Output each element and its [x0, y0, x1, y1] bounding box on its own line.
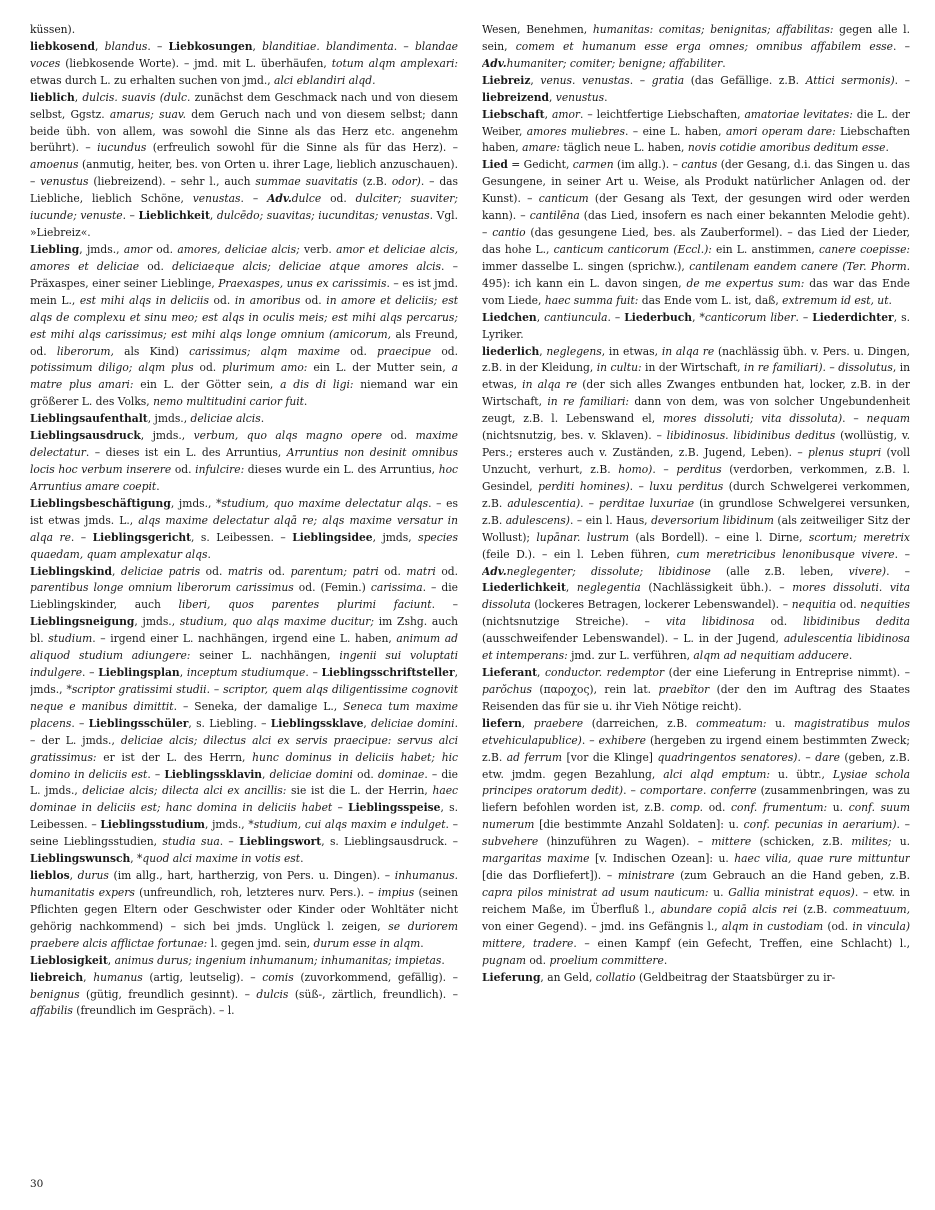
- dictionary-entry: Liedchen, cantiuncula. – Liederbuch, *canticorum liber. – Liederdichter, s. Lyriker.: [482, 310, 910, 341]
- dictionary-entry: Lieblingskind, deliciae patris od. matris od. parentum; patri od. matri od. parentibus longe omnium liberorum carissimus od. (Femin.) carissima. – die Lieblingskinder, auch liberi, quos parentes plurimi faciunt. – Lieblingsneigung, jmds., studium, quo alqs maxime ducitur; im Zshg. auch bl. studium. – irgend einer L. nachhängen, irgend eine L. haben, animum ad aliquod studium adiungere: seiner L. nachhängen, ingenii sui voluptati indulgere. – Lieblingsplan, inceptum studiumque. – Lieblingsschriftsteller, jmds., *scriptor gratissimi studii. – scriptor, quem alqs diligentissime cognovit neque e manibus dimittit. – Seneka, der damalige L., Seneca tum maxime placens. – Lieblingsschüler, s. Liebling. – Lieblingssklave, deliciae domini. – der L. jmds., deliciae alcis; dilectus alci ex servis praecipue: servus alci gratissimus: er ist der L. des Herrn, hunc dominus in deliciis habet; hic domino in deliciis est. – Lieblingssklavin, deliciae domini od. dominae. – die L. jmds., deliciae alcis; dilecta alci ex ancillis: sie ist die L. der Herrin, haec dominae in deliciis est; hanc domina in deliciis habet – Lieblingsspeise, s. Leibessen. – Lieblingsstudium, jmds., *studium, cui alqs maxim e indulget. – seine Lieblingsstudien, studia sua. – Lieblingswort, s. Lieblingsausdruck. – Lieblingswunsch, *quod alci maxime in votis est.: [30, 564, 458, 866]
- dictionary-entry: liederlich, neglegens, in etwas, in alqa re (nachlässig übh. v. Pers. u. Dingen, z.B. in der Kleidung, in cultu: in der Wirtschaft, in re familiari). – dissolutus, in etwas, in alqa re (der sich alles Zwanges entbunden hat, locker, z.B. in der Wirtschaft, in re familiari: dann von dem, was von solcher Ungebundenheit zeugt, z.B. l. Lebenswand el, mores dissoluti; vita dissoluta). – nequam (nichtsnutzig, bes. v. Sklaven). – libidinosus. libidinibus deditus (wollüstig, v. Pers.; ersteres auch v. Zuständen, z.B. Jugend, Leben). – plenus stupri (voll Unzucht, verhurt, z.B. homo). – perditus (verdorben, verkommen, z.B. l. Gesindel, perditi homines). – luxu perditus (durch Schwelgerei verkommen, z.B. adulescentia). – perditae luxuriae (in grundlose Schwelgerei versunken, z.B. adulescens). – ein l. Haus, deversorium libidinum (als zeitweiliger Sitz der Wollust); lupānar. lustrum (als Bordell). – eine l. Dirne, scortum; meretrix (feile D.). – ein l. Leben führen, cum meretricibus lenonibusque vivere. – Adv.neglegenter; dissolute; libidinose (alle z.B. leben, vivere). – Liederlichkeit, neglegentia (Nachlässigkeit übh.). – mores dissoluti. vita dissoluta (lockeres Betragen, lockerer Lebenswandel). – nequitia od. nequities (nichtsnutzige Streiche). – vita libidinosa od. libidinibus dedita (ausschweifender Lebenswandel). – L. in der Jugend, adulescentia libidinosa et intemperans: jmd. zur L. verführen, alqm ad nequitiam adducere.: [482, 344, 910, 663]
- right-column: [482, 22, 910, 1187]
- dictionary-page: [30, 22, 910, 1187]
- dictionary-entry: Liebreiz, venus. venustas. – gratia (das Gefällige. z.B. Attici sermonis). – liebreizend, venustus.: [482, 73, 910, 104]
- dictionary-entry: Lieferung, an Geld, collatio (Geldbeitrag der Staatsbürger zu ir-: [482, 970, 836, 984]
- dictionary-entry: Lieblingsausdruck, jmds., verbum, quo alqs magno opere od. maxime delectatur. – dieses ist ein L. des Arruntius, Arruntius non desinit omnibus locis hoc verbum inserere od. infulcire: dieses wurde ein L. des Arruntius, hoc Arruntius amare coepit.: [30, 429, 458, 493]
- dictionary-entry: Liebling, jmds., amor od. amores, deliciae alcis; verb. amor et deliciae alcis, amores et deliciae od. deliciaeque alcis; deliciae atque amores alcis. – Präxaspes, einer seiner Lieblinge, Praexaspes, unus ex carissimis. – es ist jmd. mein L., est mihi alqs in deliciis od. in amoribus od. in amore et deliciis; est alqs de complexu et sinu meo; est alqs in oculis meis; est mihi alqs percarus; est mihi alqs carissimus; est mihi alqs longe omnium (amicorum, als Freund, od. liberorum, als Kind) carissimus; alqm maxime od. praecipue od. potissimum diligo; alqm plus od. plurimum amo: ein L. der Mutter sein, a matre plus amari: ein L. der Götter sein, a dis di ligi: niemand war ein größerer L. des Volks, nemo multitudini carior fuit.: [30, 242, 458, 409]
- dictionary-entry: liefern, praebere (darreichen, z.B. commeatum: u. magistratibus mulos etvehiculapublice). – exhibere (hergeben zu irgend einem bestimmten Zweck; z.B. ad ferrum [vor die Klinge] quadringentos senatores). – dare (geben, z.B. etw. jmdm. gegen Bezahlung, alci alqd emptum: u. übtr., Lysiae schola principes oratorum dedit). – comportare. conferre (zusammenbringen, was zu liefern befohlen worden ist, z.B. comp. od. conf. frumentum: u. conf. suum numerum [die bestimmte Anzahl Soldaten]: u. conf. pecunias in aerarium). – subvehere (hinzuführen zu Wagen). – mittere (schicken, z.B. milites; u. margaritas maxime [v. Indischen Ozean]: u. haec vilia, quae rure mittuntur [die das Dorfliefert]). – ministrare (zum Gebrauch an die Hand geben, z.B. capra pilos ministrat ad usum nauticum: u. Gallia ministrat equos). – etw. in reichem Maße, im Überfluß l., abundare copiā alcis rei (z.B. commeatuum, von einer Gegend). – jmd. ins Gefängnis l., alqm in custodiam (od. in vincula) mittere, tradere. – einen Kampf (ein Gefecht, Treffen, eine Schlacht) l., pugnam od. proelium committere.: [482, 716, 910, 967]
- page-number: 30: [30, 1178, 44, 1190]
- dictionary-entry: Lieblingsaufenthalt, jmds., deliciae alcis.: [30, 412, 265, 426]
- dictionary-entry: liebkosend, blandus. – Liebkosungen, blanditiae. blandimenta. – blandae voces (liebkosende Worte). – jmd. mit L. überhäufen, totum alqm amplexari: etwas durch L. zu erhalten suchen von jmd., alci eblandiri alqd.: [30, 39, 458, 87]
- dictionary-entry: Lieferant, conductor. redemptor (der eine Lieferung in Entreprise nimmt). – parŏchus (παροχος), rein lat. praebĭtor (der den im Auftrag des Staates Reisenden das für sie u. ihr Vieh Nötige reicht).: [482, 666, 910, 713]
- dictionary-entry: Wesen, Benehmen, humanitas: comitas; benignitas; affabilitas: gegen alle l. sein, comem et humanum esse erga omnes; omnibus affabilem esse. – Adv.humaniter; comiter; benigne; affabiliter.: [482, 23, 910, 70]
- dictionary-entry: Lied = Gedicht, carmen (im allg.). – cantus (der Gesang, d.i. das Singen u. das Gesungene, in seiner Art u. Weise, als Produkt natürlicher Anlagen od. der Kunst). – canticum (der Gesang als Text, der gesungen wird oder werden kann). – cantilēna (das Lied, insofern es nach einer bekannten Melodie geht). – cantio (das gesungene Lied, bes. als Zauberformel). – das Lied der Lieder, das hohe L., canticum canticorum (Eccl.): ein L. anstimmen, canere coepisse: immer dasselbe L. singen (sprichw.), cantilenam eandem canere (Ter. Phorm. 495): ich kann ein L. davon singen, de me expertus sum: das war das Ende vom Liede, haec summa fuit: das Ende vom L. ist, daß, extremum id est, ut.: [482, 158, 910, 307]
- dictionary-entry: Lieblingsbeschäftigung, jmds., *studium, quo maxime delectatur alqs. – es ist etwas jmds. L., alqs maxime delectatur alqā re; alqs maxime versatur in alqa re. – Lieblingsgericht, s. Leibessen. – Lieblingsidee, jmds, species quaedam, quam amplexatur alqs.: [30, 496, 458, 561]
- left-column: [30, 22, 458, 1187]
- dictionary-entry: küssen).: [30, 23, 76, 36]
- dictionary-entry: liebreich, humanus (artig, leutselig). – comis (zuvorkommend, gefällig). – benignus (gütig, freundlich gesinnt). – dulcis (süß-, zärtlich, freundlich). – affabilis (freundlich im Gespräch). – l.: [30, 970, 458, 1018]
- dictionary-entry: lieblos, durus (im allg., hart, hartherzig, von Pers. u. Dingen). – inhumanus. humanitatis expers (unfreundlich, roh, letzteres nurv. Pers.). – impius (seinen Pflichten gegen Eltern oder Geschwister oder Kinder oder Wohltäter nicht gehörig nachkommend) – sich bei jmds. Unglück l. zeigen, se duriorem praebere alcis afflictae fortunae: l. gegen jmd. sein, durum esse in alqm.: [30, 869, 458, 950]
- dictionary-entry: Liebschaft, amor. – leichtfertige Liebschaften, amatoriae levitates: die L. der Weiber, amores muliebres. – eine L. haben, amori operam dare: Liebschaften haben, amare: täglich neue L. haben, novis cotidie amoribus deditum esse.: [482, 107, 910, 155]
- dictionary-entry: lieblich, dulcis. suavis (dulc. zunächst dem Geschmack nach und von diesem selbst, Ggstz. amarus; suav. dem Geruch nach und von diesem selbst; dann beide übh. von allem, was sowohl die Sinne als das Herz etc. angenehm berührt). – iucundus (erfreulich sowohl für die Sinne als für das Herz). – amoenus (anmutig, heiter, bes. von Orten u. ihrer Lage, lieblich anzuschauen). – venustus (liebreizend). – sehr l., auch summae suavitatis (z.B. odor). – das Liebliche, lieblich Schöne, venustas. – Adv.dulce od. dulciter; suaviter; iucunde; venuste. – Lieblichkeit, dulcēdo; suavitas; iucunditas; venustas. Vgl. »Liebreiz«.: [30, 90, 458, 240]
- dictionary-entry: Lieblosigkeit, animus durus; ingenium inhumanum; inhumanitas; impietas.: [30, 953, 445, 967]
